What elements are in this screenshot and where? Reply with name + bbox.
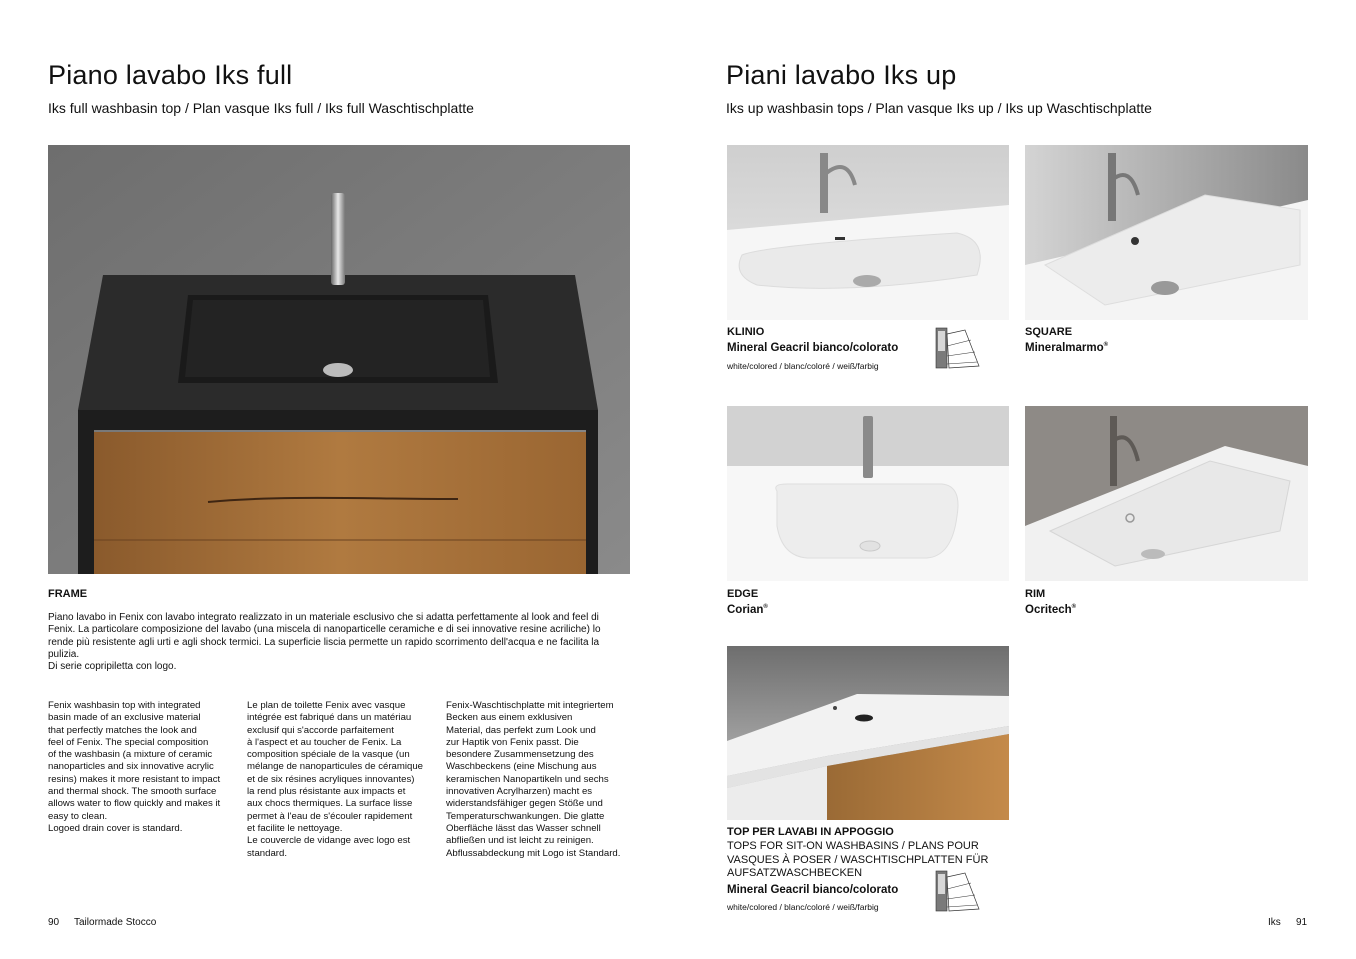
frame-description-it-text: Piano lavabo in Fenix con lavabo integrato realizzato in un materiale esclusivo che si adatta perfettamente al look and feel di Fenix. La particolare composizione del lavabo (una miscela di nanoparticelle ceramiche e di sei innovative resine acriliche) lo rende più resistente agli urti e agli shock termici. La superficie liscia permette un rapido scorrimento dell'acqua e ne facilita la pulizia. xyxy=(48,612,601,660)
frame-description-de: Fenix-Waschtischplatte mit integriertem Becken aus einem exklusiven Material, das perfekt zum Look und zur Haptik von Fenix passt. Die besondere Zusammensetzung des Waschbeckens (eine Mischung aus keramischen Nanopartikeln und sechs innovativen Acrylharzen) macht es widerstandsfähiger gegen Stöße und Temperaturschwankungen. Die glatte Oberfläche lässt das Wasser schnell abfließen und ist leicht zu reinigen. Abflussabdeckung mit Logo ist Standard. xyxy=(446,700,621,859)
square-photo xyxy=(1025,145,1308,320)
klinio-name: KLINIO xyxy=(727,326,765,338)
edge-material-line xyxy=(727,604,768,616)
frame-description-fr: Le plan de toilette Fenix avec vasque intégrée est fabriqué dans un matériau exclusif qui s'accorde parfaitement à l'aspect et au toucher de Fenix. La composition spéciale de la vasque (un mélange de nanoparticules de céramique et de six résines acryliques innovantes) la rend plus résistante aux impacts et aux chocs thermiques. La surface lisse permet à l'eau de s'écouler rapidement et facilite le nettoyage. Le couvercle de vidange avec logo est standard. xyxy=(247,700,423,859)
klinio-photo xyxy=(727,145,1009,320)
right-page-title: Piani lavabo Iks up xyxy=(726,60,957,90)
top-appoggio-subtitle-2: VASQUES À POSER / WASCHTISCHPLATTEN FÜR xyxy=(727,853,989,866)
color-swatch-icon xyxy=(935,869,981,913)
left-page-subtitle: Iks full washbasin top / Plan vasque Iks full / Iks full Waschtischplatte xyxy=(48,100,474,116)
frame-description-it-note: Di serie copripiletta con logo. xyxy=(48,661,177,673)
top-appoggio-name: TOP PER LAVABI IN APPOGGIO xyxy=(727,826,894,838)
square-material: Mineralmarmo xyxy=(1025,342,1104,354)
top-appoggio-colors: white/colored / blanc/coloré / weiß/farbig xyxy=(727,902,879,912)
rim-photo xyxy=(1025,406,1308,581)
right-page-subtitle: Iks up washbasin tops / Plan vasque Iks up / Iks up Waschtischplatte xyxy=(726,100,1152,116)
rim-material-line xyxy=(1025,604,1076,616)
right-footer-text: Iks xyxy=(1268,917,1281,928)
square-reg-mark: ® xyxy=(1103,342,1109,349)
rim-material: Ocritech xyxy=(1025,604,1072,616)
square-name: SQUARE xyxy=(1025,326,1073,338)
right-page-number: 91 xyxy=(1296,917,1308,928)
top-appoggio-photo xyxy=(727,646,1009,820)
square-material-line xyxy=(1025,342,1108,354)
frame-product-photo xyxy=(48,145,630,574)
color-swatch-icon xyxy=(935,326,981,370)
edge-name: EDGE xyxy=(727,588,759,600)
top-appoggio-material: Mineral Geacril bianco/colorato xyxy=(727,884,899,896)
left-page-title: Piano lavabo Iks full xyxy=(48,60,293,90)
edge-material: Corian xyxy=(727,604,764,616)
frame-description-en: Fenix washbasin top with integrated basin made of an exclusive material that perfectly matches the look and feel of Fenix. The special composition of the washbasin (a mixture of ceramic nanoparticles and six innovative acrylic resins) makes it more resistant to impact and thermal shock. The smooth surface allows water to flow quickly and makes it easy to clean. Logoed drain cover is standard. xyxy=(48,700,221,834)
left-page-number: 90 xyxy=(48,917,60,928)
klinio-material: Mineral Geacril bianco/colorato xyxy=(727,342,899,354)
rim-reg-mark: ® xyxy=(1071,604,1077,611)
top-appoggio-subtitle-1: TOPS FOR SIT-ON WASHBASINS / PLANS POUR xyxy=(727,840,979,852)
edge-reg-mark: ® xyxy=(763,604,768,611)
frame-product-name: FRAME xyxy=(48,588,88,600)
edge-photo xyxy=(727,406,1009,581)
rim-name: RIM xyxy=(1025,588,1046,600)
klinio-colors: white/colored / blanc/coloré / weiß/farbig xyxy=(727,361,879,371)
left-footer-text: Tailormade Stocco xyxy=(74,917,157,928)
frame-description-it xyxy=(48,612,623,673)
top-appoggio-subtitle-3: AUFSATZWASCHBECKEN xyxy=(727,867,863,879)
